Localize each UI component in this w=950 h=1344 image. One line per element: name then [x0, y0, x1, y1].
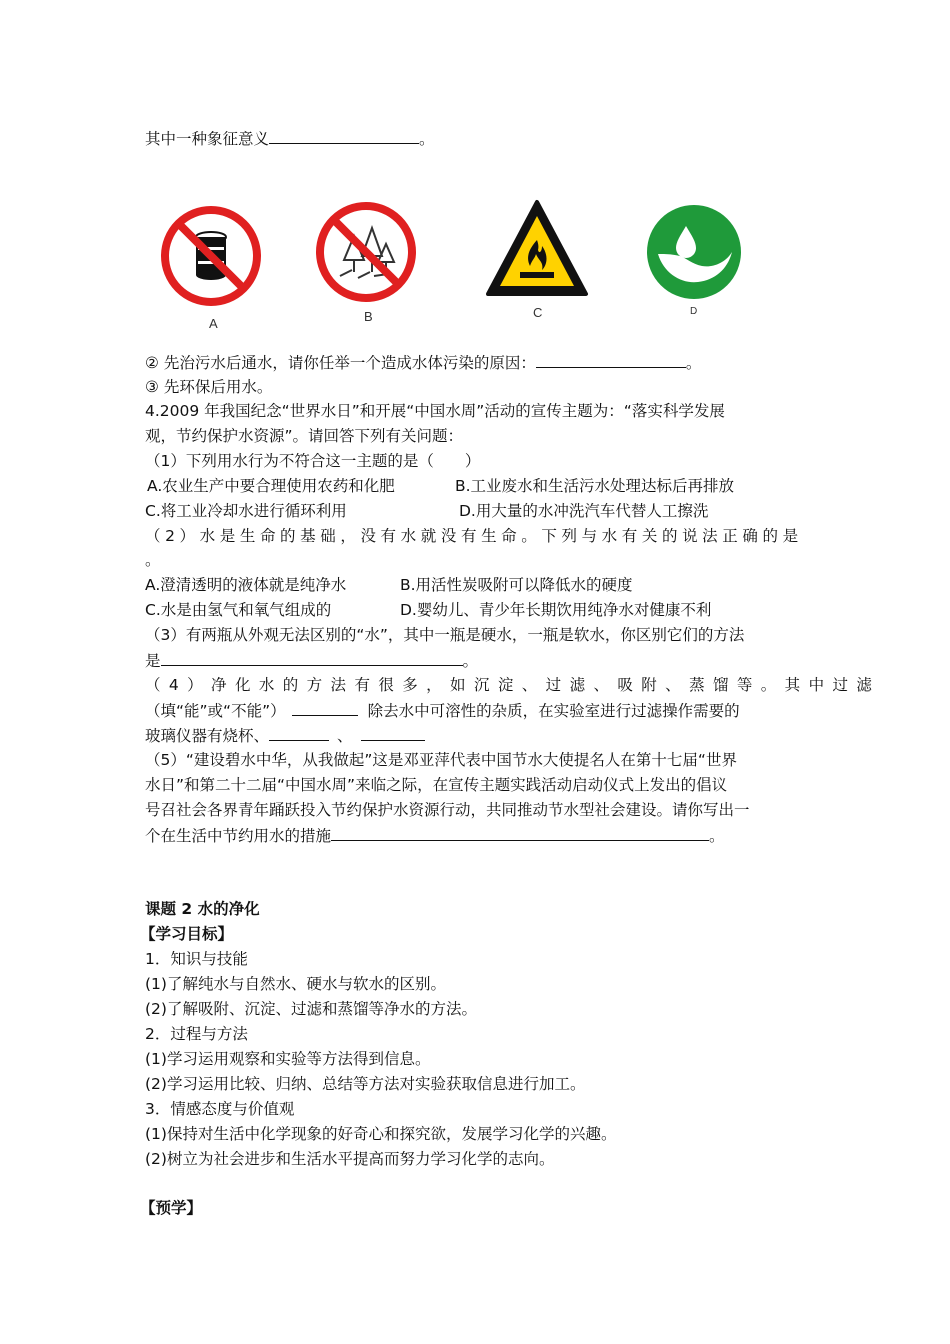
q4-2-option-d[interactable]: D.婴幼儿、青少年长期饮用纯净水对健康不利	[400, 601, 712, 619]
q4-4-line-2	[145, 699, 740, 722]
goal-1-heading: 1．知识与技能	[145, 950, 248, 968]
item-2-text: ② 先治污水后通水，请你任举一个造成水体污染的原因：	[145, 354, 536, 372]
goal-3-item-1: (1)保持对生活中化学现象的好奇心和探究欲，发展学习化学的兴趣。	[145, 1125, 617, 1143]
q4-1-stem: （1）下列用水行为不符合这一主题的是（ ）	[145, 452, 481, 470]
q4-1-option-b[interactable]: B.工业废水和生活污水处理达标后再排放	[455, 477, 735, 495]
q4-1-option-a[interactable]: A.农业生产中要合理使用农药和化肥	[147, 477, 395, 495]
lesson-title: 课题 2 水的净化	[145, 900, 260, 918]
punct: 。	[419, 130, 435, 148]
sign-b-label: B	[364, 309, 373, 324]
q4-2-option-a[interactable]: A.澄清透明的液体就是纯净水	[145, 576, 347, 594]
sign-b-no-logging-icon	[314, 200, 418, 304]
answer-blank[interactable]	[269, 724, 329, 741]
q4-5-line-4	[145, 824, 725, 847]
goal-3-item-2: (2)树立为社会进步和生活水平提高而努力学习化学的志向。	[145, 1150, 555, 1168]
q4-4-text-b: 除去水中可溶性的杂质，在实验室进行过滤操作需要的	[367, 702, 740, 720]
sign-a-no-oil-drum-icon	[160, 205, 262, 307]
q4-3-text: 是	[145, 652, 161, 670]
q4-3-line-1: （3）有两瓶从外观无法区别的“水”，其中一瓶是硬水，一瓶是软水，你区别它们的方法	[145, 626, 745, 644]
q4-3-line-2	[145, 649, 478, 672]
q4-2-option-c[interactable]: C.水是由氢气和氧气组成的	[145, 601, 332, 619]
goal-3-heading: 3．情感态度与价值观	[145, 1100, 295, 1118]
goal-1-item-2: (2)了解吸附、沉淀、过滤和蒸馏等净水的方法。	[145, 1000, 477, 1018]
q4-4-line-3	[145, 724, 425, 747]
punct: 。	[709, 827, 725, 845]
q4-5-line-1: （5）“建设碧水中华，从我做起”这是邓亚萍代表中国节水大使提名人在第十七届“世界	[145, 751, 737, 769]
q4-2-option-b[interactable]: B.用活性炭吸附可以降低水的硬度	[400, 576, 633, 594]
q4-5-text: 个在生活中节约用水的措施	[145, 827, 332, 845]
answer-blank[interactable]	[361, 724, 425, 741]
answer-blank[interactable]	[269, 127, 419, 144]
sign-c-label: C	[533, 305, 543, 320]
q4-4-text-a: （填“能”或“不能”）	[145, 702, 286, 720]
answer-blank[interactable]	[292, 699, 358, 716]
q4-1-option-c[interactable]: C.将工业冷却水进行循环利用	[145, 502, 347, 520]
punct: 、	[337, 727, 353, 745]
q4-5-line-2: 水日”和第二十二届“中国水周”来临之际，在宣传主题实践活动启动仪式上发出的倡议	[145, 776, 728, 794]
q4-4-text-c: 玻璃仪器有烧杯、	[145, 727, 270, 745]
symbol-question-text: 其中一种象征意义	[145, 130, 270, 148]
item-2-line	[145, 351, 701, 374]
goal-2-heading: 2．过程与方法	[145, 1025, 248, 1043]
sign-d-water-saving-icon	[646, 204, 742, 300]
punct: 。	[685, 354, 702, 372]
q4-4-line-1: （4）净化水的方法有很多，如沉淀、过滤、吸附、蒸馏等。其中过滤	[145, 676, 881, 694]
goal-1-item-1: (1)了解纯水与自然水、硬水与软水的区别。	[145, 975, 446, 993]
q4-2-stem-end: 。	[145, 551, 161, 569]
symbol-question-line	[145, 127, 435, 150]
sign-c-fire-warning-icon	[484, 198, 590, 298]
sign-a-label: A	[209, 316, 218, 331]
goal-2-item-2: (2)学习运用比较、归纳、总结等方法对实验获取信息进行加工。	[145, 1075, 586, 1093]
preview-heading: 【预学】	[140, 1199, 203, 1217]
q4-intro-line-1: 4.2009 年我国纪念“世界水日”和开展“中国水周”活动的宣传主题为：“落实科学发展	[145, 402, 725, 420]
q4-1-option-d[interactable]: D.用大量的水冲洗汽车代替人工擦洗	[459, 502, 709, 520]
answer-blank[interactable]	[536, 351, 686, 368]
answer-blank[interactable]	[331, 824, 709, 841]
sign-d-label: D	[690, 306, 698, 317]
q4-5-line-3: 号召社会各界青年踊跃投入节约保护水资源行动，共同推动节水型社会建设。请你写出一	[145, 801, 750, 819]
item-3-line: ③ 先环保后用水。	[145, 378, 273, 396]
goal-2-item-1: (1)学习运用观察和实验等方法得到信息。	[145, 1050, 431, 1068]
answer-blank[interactable]	[161, 649, 463, 666]
q4-intro-line-2: 观，节约保护水资源”。请回答下列有关问题：	[145, 427, 464, 445]
q4-2-stem: （2）水是生命的基础，没有水就没有生命。下列与水有关的说法正确的是	[145, 527, 803, 545]
goals-heading: 【学习目标】	[140, 925, 234, 943]
punct: 。	[462, 652, 479, 670]
